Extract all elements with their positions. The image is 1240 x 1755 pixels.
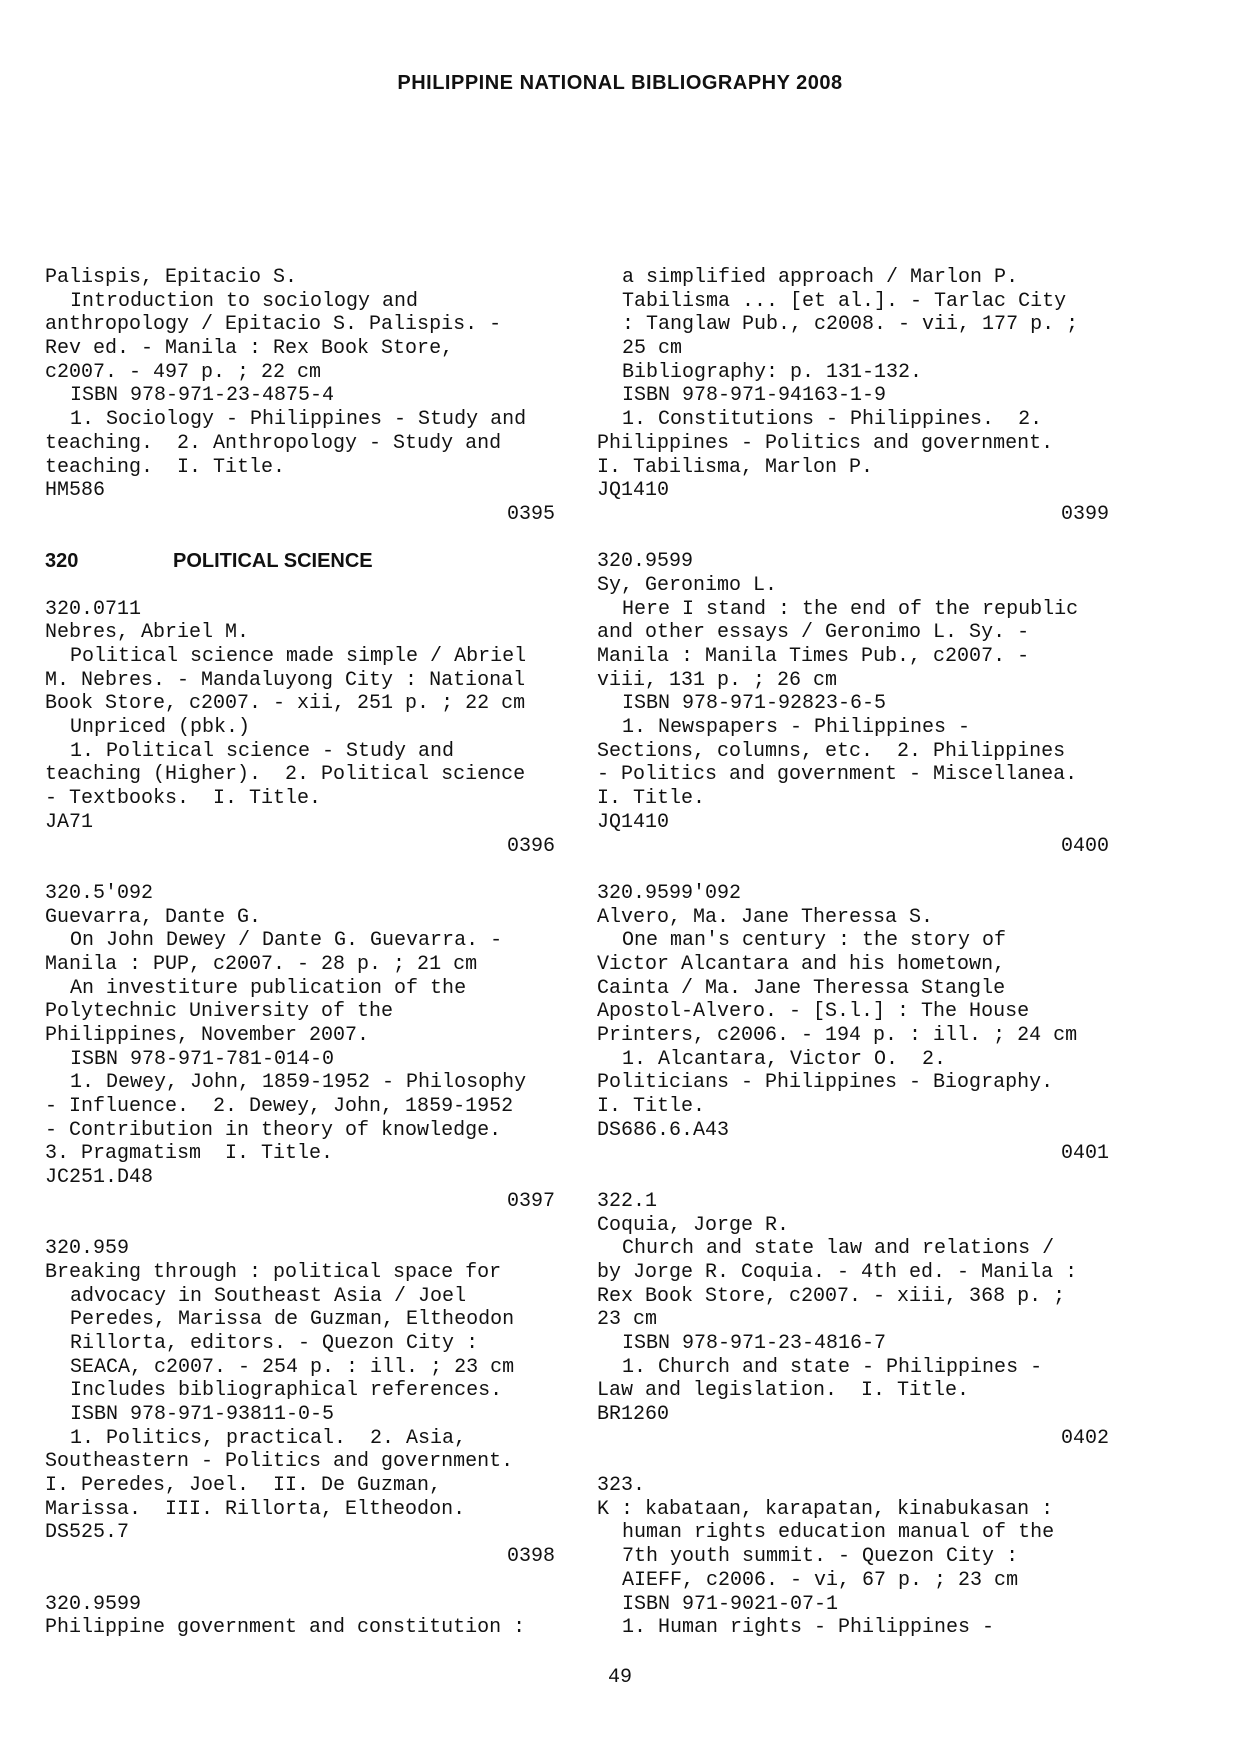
record-entry-number: 0402	[1060, 1426, 1109, 1450]
record-title: Philippine government and constitution :	[45, 1616, 526, 1640]
record-call-number: BR1260	[597, 1403, 670, 1426]
record-subject: I. Title.	[597, 1095, 706, 1119]
record-note: Bibliography: p. 131-132.	[622, 360, 923, 384]
section-heading	[45, 550, 555, 574]
record-dewey: 320.959	[45, 1237, 130, 1261]
record-author: Alvero, Ma. Jane Theressa S.	[597, 905, 934, 929]
record-dewey: 320.9599'092	[597, 881, 742, 905]
record-note: Includes bibliographical references.	[70, 1379, 503, 1403]
record-subject: teaching. 2. Anthropology - Study and	[45, 431, 502, 455]
record-call-number: DS686.6.A43	[597, 1118, 730, 1142]
record-call-number: DS525.7	[45, 1521, 130, 1545]
record-entry-number: 0395	[506, 502, 555, 526]
record-title: Breaking through : political space for	[45, 1260, 502, 1284]
record-title: and other essays / Geronimo L. Sy. -	[597, 621, 1030, 645]
record-title: Tabilisma ... [et al.]. - Tarlac City	[622, 289, 1067, 313]
record-subject: 1. Dewey, John, 1859-1952 - Philosophy	[70, 1071, 527, 1095]
record-call-number: JC251.D48	[45, 1166, 154, 1190]
record-subject: 1. Newspapers - Philippines -	[622, 716, 971, 740]
page-number: 49	[607, 1666, 632, 1689]
record-dewey: 320.0711	[45, 597, 142, 621]
record-title: Printers, c2006. - 194 p. : ill. ; 24 cm	[597, 1024, 1078, 1047]
record-subject: 3. Pragmatism I. Title.	[45, 1142, 334, 1166]
record-entry-number: 0399	[1060, 502, 1109, 526]
record-subject: teaching (Higher). 2. Political science	[45, 763, 526, 787]
page-title: PHILIPPINE NATIONAL BIBLIOGRAPHY 2008	[397, 72, 843, 94]
record-call-number: JQ1410	[597, 479, 670, 503]
record-subject: Southeastern - Politics and government.	[45, 1450, 514, 1474]
record-subject: 1. Sociology - Philippines - Study and	[70, 408, 527, 432]
record-call-number: HM586	[45, 479, 106, 503]
record-title: One man's century : the story of	[622, 929, 1007, 953]
record-title: 7th youth summit. - Quezon City :	[622, 1545, 1019, 1569]
record-0395	[45, 266, 555, 527]
record-isbn: ISBN 978-971-23-4816-7	[622, 1331, 887, 1355]
record-title: viii, 131 p. ; 26 cm	[597, 668, 838, 692]
record-entry-number: 0400	[1060, 834, 1109, 858]
record-title: Rex Book Store, c2007. - xiii, 368 p. ;	[597, 1284, 1066, 1308]
record-dewey: 320.5'092	[45, 881, 154, 905]
record-subject: Sections, columns, etc. 2. Philippines	[597, 739, 1066, 763]
record-subject: I. Tabilisma, Marlon P.	[597, 455, 874, 479]
record-subject: Philippines - Politics and government.	[597, 431, 1054, 455]
record-subject: 1. Constitutions - Philippines. 2.	[622, 408, 1043, 432]
record-0402	[597, 1190, 1109, 1451]
record-title: Peredes, Marissa de Guzman, Eltheodon	[70, 1308, 515, 1332]
right-column	[597, 266, 1109, 1640]
record-0399	[597, 266, 1109, 527]
record-subject: Law and legislation. I. Title.	[597, 1379, 970, 1403]
record-isbn: ISBN 978-971-92823-6-5	[622, 692, 887, 716]
record-title: On John Dewey / Dante G. Guevarra. -	[70, 929, 503, 953]
record-subject: - Textbooks. I. Title.	[45, 787, 322, 811]
record-subject: I. Title.	[597, 787, 706, 811]
section-label: POLITICAL SCIENCE	[173, 550, 373, 573]
record-entry-number: 0397	[506, 1189, 555, 1213]
record-title: Political science made simple / Abriel	[70, 645, 527, 668]
record-author: Nebres, Abriel M.	[45, 621, 250, 645]
record-subject: Politicians - Philippines - Biography.	[597, 1071, 1054, 1095]
record-title: advocacy in Southeast Asia / Joel	[70, 1284, 467, 1308]
record-dewey: 320.9599	[45, 1592, 142, 1616]
record-author: Palispis, Epitacio S.	[45, 266, 298, 289]
record-subject: 1. Political science - Study and	[70, 739, 455, 763]
record-subject: - Influence. 2. Dewey, John, 1859-1952	[45, 1095, 514, 1119]
record-0403	[597, 1474, 1109, 1640]
record-price: Unpriced (pbk.)	[70, 716, 251, 740]
record-title: Cainta / Ma. Jane Theressa Stangle	[597, 976, 1006, 1000]
record-note: Philippines, November 2007.	[45, 1024, 370, 1047]
record-author: Guevarra, Dante G.	[45, 905, 262, 929]
record-0396	[45, 598, 555, 859]
record-title: anthropology / Epitacio S. Palispis. -	[45, 313, 502, 337]
record-author: Sy, Geronimo L.	[597, 573, 778, 597]
record-entry-number: 0396	[506, 834, 555, 858]
record-title: Church and state law and relations /	[622, 1237, 1055, 1261]
record-title: Introduction to sociology and	[70, 289, 419, 313]
record-note: Polytechnic University of the	[45, 1000, 394, 1024]
record-title: Manila : PUP, c2007. - 28 p. ; 21 cm	[45, 952, 478, 976]
record-title: Rillorta, editors. - Quezon City :	[70, 1331, 479, 1355]
record-subject: I. Peredes, Joel. II. De Guzman,	[45, 1474, 442, 1498]
record-note: An investiture publication of the	[70, 976, 467, 1000]
record-isbn: ISBN 971-9021-07-1	[622, 1592, 839, 1616]
record-title: : Tanglaw Pub., c2008. - vii, 177 p. ;	[622, 313, 1079, 337]
record-title: by Jorge R. Coquia. - 4th ed. - Manila :	[597, 1260, 1078, 1284]
record-title: SEACA, c2007. - 254 p. : ill. ; 23 cm	[70, 1355, 515, 1379]
record-subject: Marissa. III. Rillorta, Eltheodon.	[45, 1497, 466, 1521]
record-subject: - Contribution in theory of knowledge.	[45, 1118, 502, 1142]
section-code: 320	[45, 550, 79, 573]
record-title: Book Store, c2007. - xii, 251 p. ; 22 cm	[45, 692, 526, 716]
record-entry-number: 0398	[506, 1545, 555, 1569]
record-subject: - Politics and government - Miscellanea.	[597, 763, 1078, 787]
record-title: Manila : Manila Times Pub., c2007. -	[597, 645, 1030, 668]
record-title: Here I stand : the end of the republic	[622, 597, 1079, 621]
record-title: M. Nebres. - Mandaluyong City : National	[45, 668, 526, 692]
record-0399-start	[45, 1593, 555, 1640]
record-isbn: ISBN 978-971-781-014-0	[70, 1047, 335, 1071]
record-subject: 1. Alcantara, Victor O. 2.	[622, 1047, 947, 1071]
record-title: Victor Alcantara and his hometown,	[597, 952, 1006, 976]
record-call-number: JQ1410	[597, 810, 670, 834]
record-isbn: ISBN 978-971-23-4875-4	[70, 384, 335, 408]
record-entry-number: 0401	[1060, 1142, 1109, 1166]
record-0401	[597, 882, 1109, 1166]
record-0400	[597, 550, 1109, 858]
record-dewey: 322.1	[597, 1189, 658, 1213]
record-title: AIEFF, c2006. - vi, 67 p. ; 23 cm	[622, 1568, 1019, 1592]
record-0398	[45, 1237, 555, 1569]
record-title: c2007. - 497 p. ; 22 cm	[45, 360, 322, 384]
record-title: 23 cm	[597, 1308, 658, 1332]
record-author: Coquia, Jorge R.	[597, 1213, 790, 1237]
record-call-number: JA71	[45, 810, 94, 834]
record-subject: teaching. I. Title.	[45, 455, 286, 479]
record-title: human rights education manual of the	[622, 1521, 1055, 1545]
record-subject: 1. Church and state - Philippines -	[622, 1355, 1043, 1379]
record-title: Rev ed. - Manila : Rex Book Store,	[45, 337, 454, 361]
record-dewey: 320.9599	[597, 550, 694, 574]
record-isbn: ISBN 978-971-93811-0-5	[70, 1403, 335, 1426]
record-title: K : kabataan, karapatan, kinabukasan :	[597, 1497, 1054, 1521]
record-title: 25 cm	[622, 337, 683, 361]
record-title: Apostol-Alvero. - [S.l.] : The House	[597, 1000, 1030, 1024]
left-column	[45, 266, 555, 1640]
record-0397	[45, 882, 555, 1214]
record-isbn: ISBN 978-971-94163-1-9	[622, 384, 887, 408]
record-subject: 1. Human rights - Philippines -	[622, 1616, 995, 1640]
record-title: a simplified approach / Marlon P.	[622, 266, 1019, 289]
record-subject: 1. Politics, practical. 2. Asia,	[70, 1426, 467, 1450]
record-dewey: 323.	[597, 1474, 646, 1498]
